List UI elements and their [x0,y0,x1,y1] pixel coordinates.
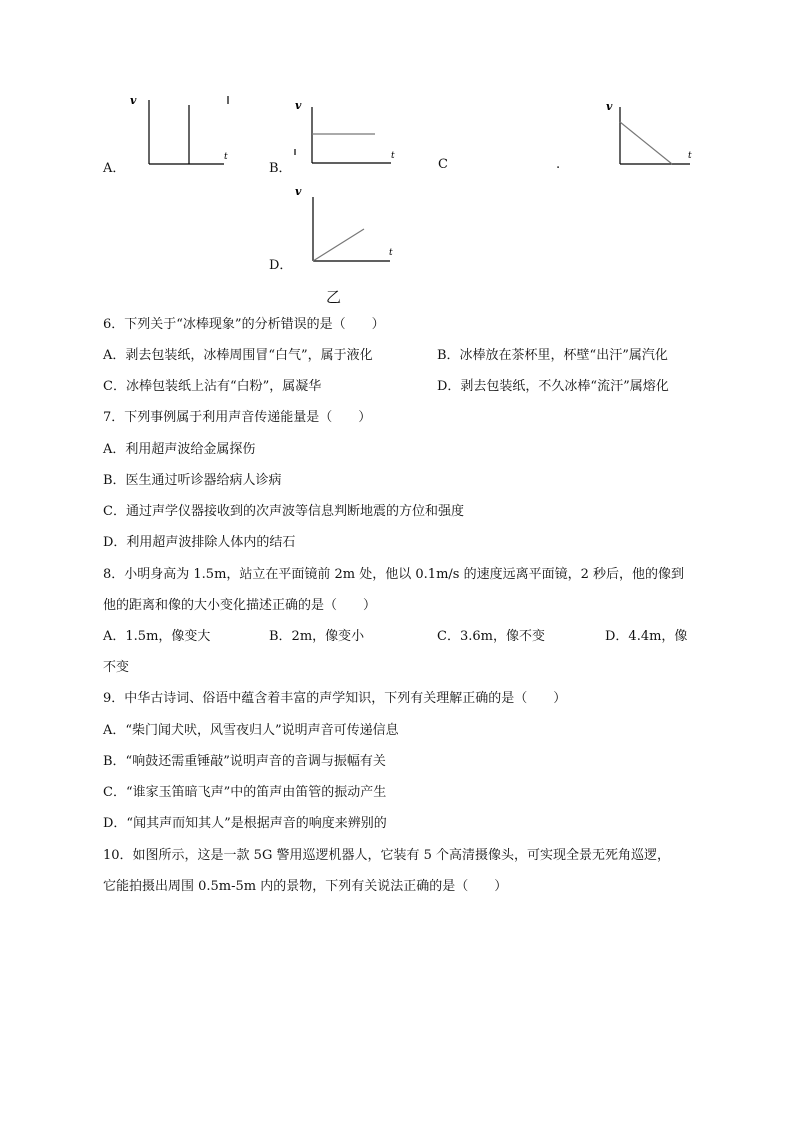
option-d-letter: D． [269,258,293,273]
q10-stem-line1: 10．如图所示，这是一款 5G 警用巡逻机器人，它装有 5 个高清摄像头，可实现全景无死角巡逻， [103,848,670,863]
option-c-dot: . [556,157,561,172]
q9-option-d: D．“闻其声而知其人”是根据声音的响度来辨别的 [103,816,387,831]
graph-c [602,98,698,170]
graph-a-svg [128,92,238,170]
graph-d [293,183,401,265]
graph-b-svg [291,97,401,169]
q7-option-b: B．医生通过听诊器给病人诊病 [103,473,282,488]
q9-option-b: B．“响鼓还需重锤敲”说明声音的音调与振幅有关 [103,754,386,769]
graph-d-axis-t: t [389,248,393,258]
q8-option-d-continued: 不变 [103,660,130,675]
q7-option-a: A．利用超声波给金属探伤 [103,442,256,457]
graph-b-axis-t: t [391,151,395,161]
graph-c-axis-t: t [688,151,692,161]
q7-option-d: D．利用超声波排除人体内的结石 [103,535,296,550]
q6-stem: 6．下列关于“冰棒现象”的分析错误的是（ ） [103,317,385,332]
q7-option-c: C．通过声学仪器接收到的次声波等信息判断地震的方位和强度 [103,504,464,519]
graph-b-axis-v: v [295,99,302,112]
figure-caption: 乙 [326,288,342,306]
option-b-letter: B． [269,161,292,176]
graph-c-svg [602,98,698,170]
q6-option-d: D．剥去包装纸，不久冰棒“流汗”属熔化 [437,379,669,394]
graph-a [128,92,238,170]
q8-option-b: B．2m，像变小 [269,629,365,644]
q10-stem-line2: 它能拍摄出周围 0.5m-5m 内的景物，下列有关说法正确的是（ ） [103,879,508,894]
graph-d-axis-v: v [295,185,302,198]
q8-stem-line1: 8．小明身高为 1.5m，站立在平面镜前 2m 处，他以 0.1m/s 的速度远离平面镜，2 秒后，他的像到 [103,567,684,582]
q8-option-c: C．3.6m，像不变 [437,629,545,644]
graph-a-axis-v: v [130,94,137,107]
q8-option-d: D．4.4m，像 [605,629,688,644]
option-a-letter: A． [103,161,126,176]
graph-a-axis-t: t [224,152,228,162]
graph-d-svg [293,183,401,265]
q8-stem-line2: 他的距离和像的大小变化描述正确的是（ ） [103,598,377,613]
graph-c-axis-v: v [606,100,613,113]
graph-d-curve [313,229,364,261]
graph-c-curve [620,122,672,164]
q6-option-c: C．冰棒包装纸上沾有“白粉”，属凝华 [103,379,322,394]
q9-option-a: A．“柴门闻犬吠，风雪夜归人”说明声音可传递信息 [103,723,399,738]
q9-stem: 9．中华古诗词、俗语中蕴含着丰富的声学知识，下列有关理解正确的是（ ） [103,691,567,706]
graph-b [291,97,401,169]
q7-stem: 7．下列事例属于利用声音传递能量是（ ） [103,410,372,425]
q9-option-c: C．“谁家玉笛暗飞声”中的笛声由笛管的振动产生 [103,785,387,800]
q6-option-b: B．冰棒放在茶杯里，杯壁“出汗”属汽化 [437,348,668,363]
q6-option-a: A．剥去包装纸，冰棒周围冒“白气”，属于液化 [103,348,373,363]
option-c-letter: C [438,157,448,172]
q8-option-a: A．1.5m，像变大 [103,629,211,644]
